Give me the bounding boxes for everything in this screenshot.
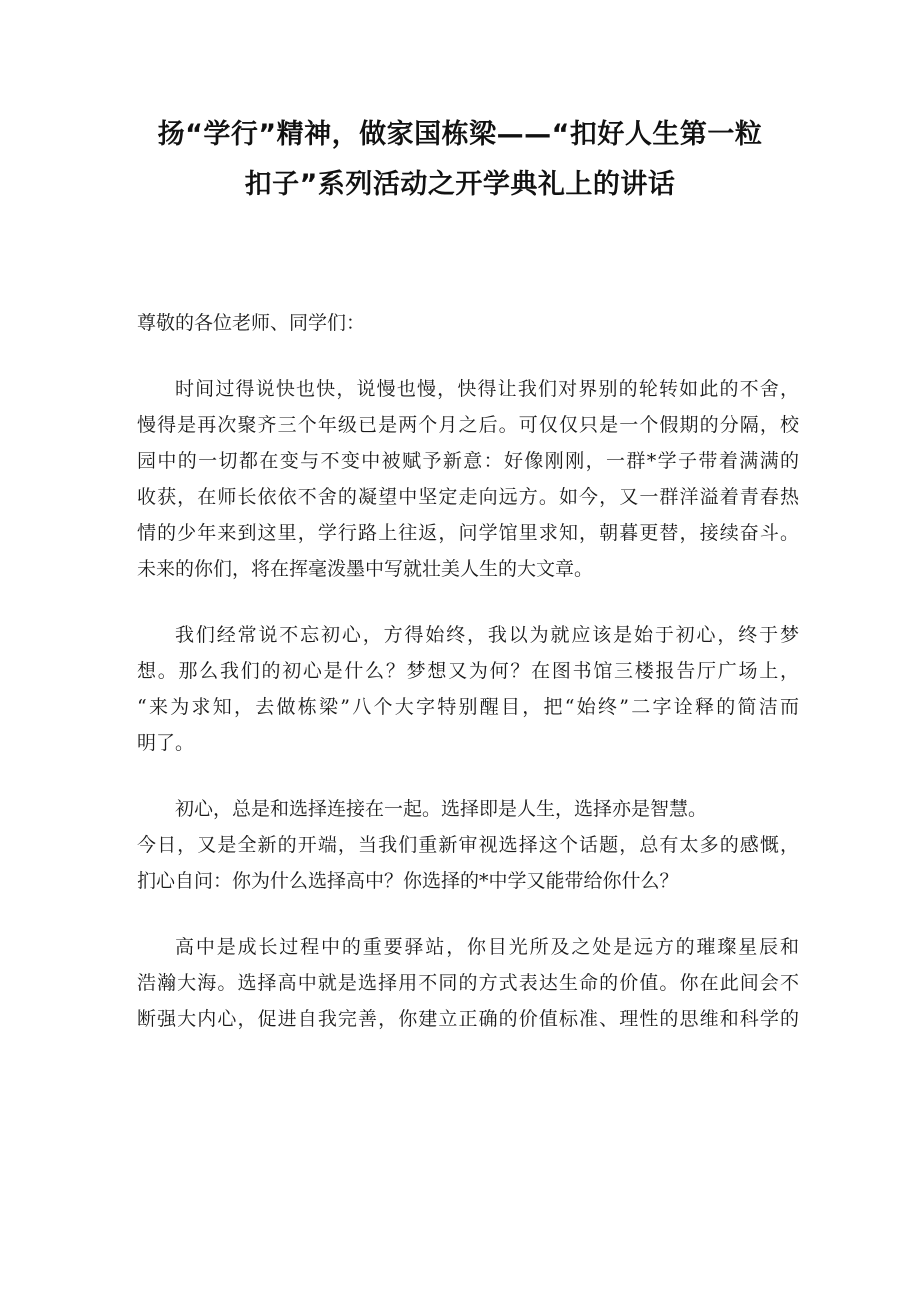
paragraph-line: 高中是成长过程中的重要驿站，你目光所及之处是远方的璀璨星辰和: [175, 936, 799, 958]
title-line-2: 扣子”系列活动之开学典礼上的讲话: [244, 169, 676, 200]
title-line-1: 扬“学行”精神，做家国栋梁——“扣好人生第一粒: [157, 119, 763, 150]
paragraph-gap: [137, 761, 799, 791]
paragraph-2: [137, 617, 799, 761]
paragraph-line: 想。那么我们的初心是什么？梦想又为何？在图书馆三楼报告厅广场上，: [137, 660, 799, 682]
paragraph-gap: [137, 341, 799, 371]
paragraph-line: 明了。: [137, 732, 195, 754]
paragraph-line: 扪心自问：你为什么选择高中？你选择的*中学又能带给你什么？: [137, 870, 679, 892]
paragraph-line: 浩瀚大海。选择高中就是选择用不同的方式表达生命的价值。你在此间会不: [137, 972, 799, 994]
document-body: [137, 305, 799, 1037]
paragraph-gap: [137, 899, 799, 929]
paragraph-1: [137, 371, 799, 587]
paragraph-3: [137, 791, 799, 899]
paragraph-line: 今日，又是全新的开端，当我们重新审视选择这个话题，总有太多的感慨，: [137, 834, 799, 856]
paragraph-line: 收获，在师长依依不舍的凝望中坚定走向远方。如今，又一群洋溢着青春热: [137, 486, 799, 508]
paragraph-4: [137, 929, 799, 1037]
paragraph-line: 初心，总是和选择连接在一起。选择即是人生，选择亦是智慧。: [175, 798, 708, 820]
paragraph-line: 情的少年来到这里，学行路上往返，问学馆里求知，朝暮更替，接续奋斗。: [137, 522, 799, 544]
salutation: 尊敬的各位老师、同学们：: [137, 312, 366, 334]
paragraph-line: “来为求知，去做栋梁”八个大字特别醒目，把“始终”二字诠释的简洁而: [137, 696, 799, 718]
document-title: [120, 110, 800, 210]
paragraph-line: 断强大内心，促进自我完善，你建立正确的价值标准、理性的思维和科学的: [137, 1008, 799, 1030]
paragraph-line: 我们经常说不忘初心，方得始终，我以为就应该是始于初心，终于梦: [175, 624, 799, 646]
paragraph-line: 时间过得说快也快，说慢也慢，快得让我们对界别的轮转如此的不舍，: [175, 378, 799, 400]
paragraph-line: 慢得是再次聚齐三个年级已是两个月之后。可仅仅只是一个假期的分隔，校: [137, 414, 799, 436]
paragraph-line: 未来的你们，将在挥毫泼墨中写就壮美人生的大文章。: [137, 558, 594, 580]
paragraph-gap: [137, 587, 799, 617]
paragraph-line: 园中的一切都在变与不变中被赋予新意：好像刚刚，一群*学子带着满满的: [137, 450, 799, 472]
